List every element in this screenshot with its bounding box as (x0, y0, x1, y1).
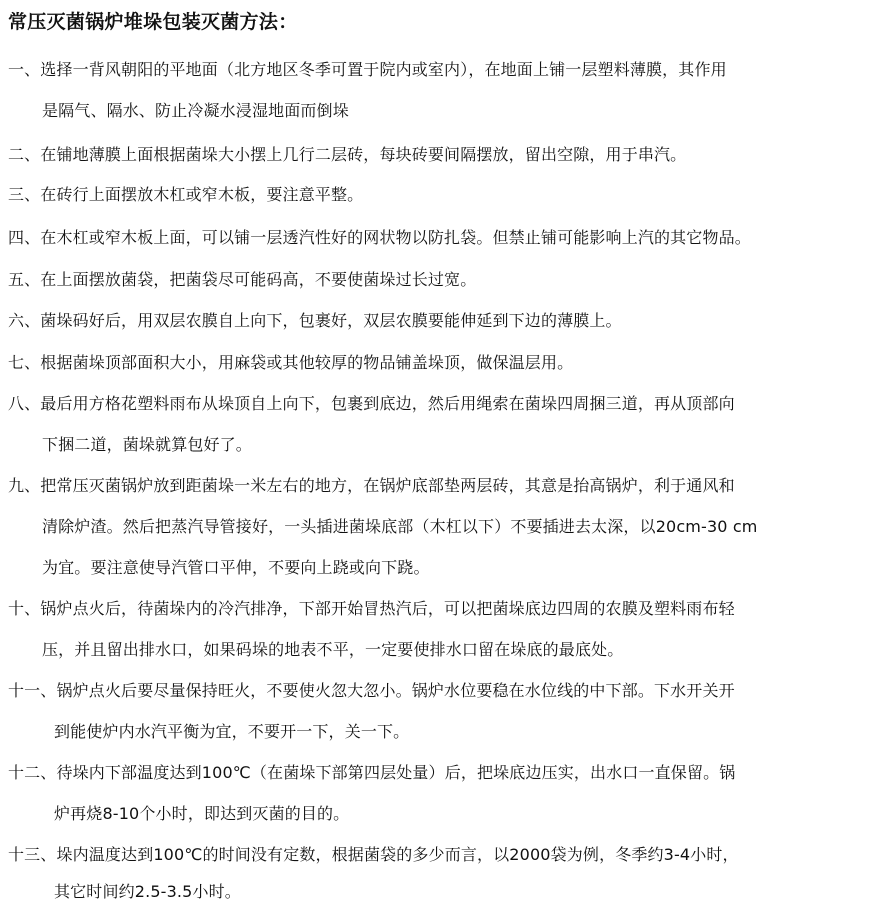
step-1-line-1: 一、选择一背风朝阳的平地面（北方地区冬季可置于院内或室内），在地面上铺一层塑料薄膜，其作用 (8, 60, 727, 79)
step-6-line-1: 六、菌垛码好后，用双层农膜自上向下，包裹好，双层农膜要能伸延到下边的薄膜上。 (8, 311, 622, 330)
step-13-line-1: 十三、垛内温度达到100℃的时间没有定数，根据菌袋的多少而言，以2000袋为例，冬季约3-4小时， (8, 845, 739, 864)
step-3-line-1: 三、在砖行上面摆放木杠或窄木板，要注意平整。 (8, 185, 364, 204)
document-title: 常压灭菌锅炉堆垛包装灭菌方法： (8, 11, 298, 33)
step-10-line-2: 压，并且留出排水口，如果码垛的地表不平，一定要使排水口留在垛底的最底处。 (42, 640, 624, 659)
step-9-line-1: 九、把常压灭菌锅炉放到距菌垛一米左右的地方，在锅炉底部垫两层砖，其意是抬高锅炉，利于通风和 (8, 476, 735, 495)
step-13-line-2: 其它时间约2.5-3.5小时。 (54, 882, 241, 901)
step-4-line-1: 四、在木杠或窄木板上面，可以铺一层透汽性好的网状物以防扎袋。但禁止铺可能影响上汽的其它物品。 (8, 228, 751, 247)
step-12-line-2: 炉再烧8-10个小时，即达到灭菌的目的。 (54, 804, 350, 823)
step-1-line-2: 是隔气、隔水、防止冷凝水浸湿地面而倒垛 (42, 101, 349, 120)
step-7-line-1: 七、根据菌垛顶部面积大小，用麻袋或其他较厚的物品铺盖垛顶，做保温层用。 (8, 353, 574, 372)
step-5-line-1: 五、在上面摆放菌袋，把菌袋尽可能码高，不要使菌垛过长过宽。 (8, 270, 477, 289)
step-10-line-1: 十、锅炉点火后，待菌垛内的冷汽排净，下部开始冒热汽后，可以把菌垛底边四周的农膜及塑料雨布轻 (8, 599, 735, 618)
step-8-line-1: 八、最后用方格花塑料雨布从垛顶自上向下，包裹到底边，然后用绳索在菌垛四周捆三道，再从顶部向 (8, 394, 735, 413)
step-12-line-1: 十二、待垛内下部温度达到100℃（在菌垛下部第四层处量）后，把垛底边压实，出水口一直保留。锅 (8, 763, 736, 782)
step-11-line-1: 十一、锅炉点火后要尽量保持旺火，不要使火忽大忽小。锅炉水位要稳在水位线的中下部。下水开关开 (8, 681, 735, 700)
step-9-line-2: 清除炉渣。然后把蒸汽导管接好，一头插进菌垛底部（木杠以下）不要插进去太深，以20cm-30 cm (42, 517, 758, 536)
step-9-line-3: 为宜。要注意使导汽管口平伸，不要向上跷或向下跷。 (42, 558, 430, 577)
step-8-line-2: 下捆二道，菌垛就算包好了。 (42, 435, 252, 454)
step-2-line-1: 二、在铺地薄膜上面根据菌垛大小摆上几行二层砖，每块砖要间隔摆放，留出空隙，用于串汽。 (8, 145, 687, 164)
step-11-line-2: 到能使炉内水汽平衡为宜，不要开一下，关一下。 (54, 722, 410, 741)
